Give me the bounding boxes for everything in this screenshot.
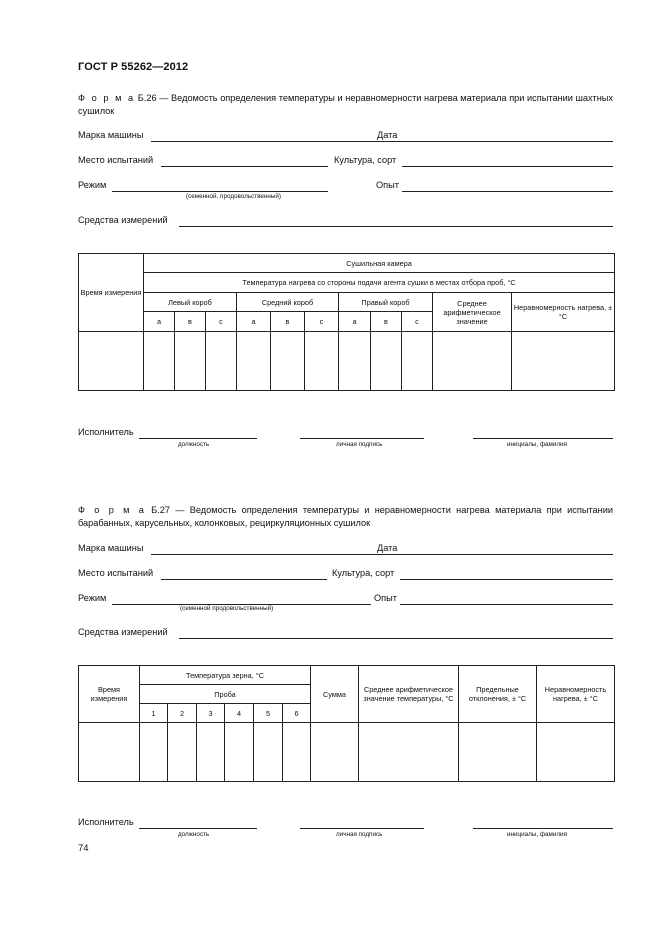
mean-header: Среднее арифметическое значение — [433, 293, 512, 332]
place-field[interactable] — [161, 579, 327, 580]
experiment-label: Опыт — [376, 180, 399, 190]
name-caption: инициалы, фамилия — [507, 441, 567, 448]
instruments-field[interactable] — [179, 638, 613, 639]
sample-number: 5 — [254, 704, 283, 723]
table-cell[interactable] — [271, 332, 305, 391]
table-cell[interactable] — [512, 332, 615, 391]
box-left-header: Левый короб — [144, 293, 237, 312]
table-cell[interactable] — [206, 332, 237, 391]
signature-field[interactable] — [300, 828, 424, 829]
table-cell[interactable] — [79, 332, 144, 391]
sub-c: с — [206, 312, 237, 332]
form-b26-row-machine — [78, 130, 613, 144]
mode-label: Режим — [78, 593, 107, 603]
form-prefix: Ф о р м а — [78, 93, 136, 103]
sample-number: 1 — [140, 704, 168, 723]
box-mid-header: Средний короб — [237, 293, 339, 312]
date-label: Дата — [377, 130, 398, 140]
executor-label: Исполнитель — [78, 427, 134, 437]
sub-a: а — [237, 312, 271, 332]
table-cell[interactable] — [197, 723, 225, 782]
table-cell[interactable] — [339, 332, 371, 391]
table-cell[interactable] — [237, 332, 271, 391]
signature-field[interactable] — [300, 438, 424, 439]
date-field[interactable] — [400, 141, 613, 142]
form-b27-signature — [78, 817, 613, 831]
instruments-field[interactable] — [179, 226, 613, 227]
place-label: Место испытаний — [78, 155, 154, 165]
sub-b: в — [371, 312, 402, 332]
table-row — [79, 332, 615, 391]
table-cell[interactable] — [371, 332, 402, 391]
nonuniformity-header: Неравномерность нагрева, ± °С — [537, 666, 615, 723]
form-b26-row-mode — [78, 180, 613, 194]
experiment-field[interactable] — [402, 191, 613, 192]
culture-label: Культура, сорт — [332, 568, 395, 578]
table-cell[interactable] — [305, 332, 339, 391]
machine-label: Марка машины — [78, 543, 144, 553]
form-b26-table — [78, 253, 615, 391]
chamber-header: Сушильная камера — [144, 254, 615, 273]
instruments-label: Средства измерений — [78, 215, 168, 225]
time-header: Время измерения — [79, 254, 144, 332]
form-b26-signature — [78, 427, 613, 441]
nonuniformity-header: Неравномерность нагрева, ± °С — [512, 293, 615, 332]
form-b26-row-place — [78, 155, 613, 169]
date-label: Дата — [377, 543, 398, 553]
mode-label: Режим — [78, 180, 107, 190]
mean-header: Среднее арифметическое значение температуры, °С — [359, 666, 459, 723]
instruments-label: Средства измерений — [78, 627, 168, 637]
form-prefix: Ф о р м а — [78, 505, 146, 515]
table-cell[interactable] — [168, 723, 197, 782]
standard-header: ГОСТ Р 55262—2012 — [78, 61, 189, 73]
table-cell[interactable] — [433, 332, 512, 391]
form-b27-row-instruments — [78, 627, 613, 641]
sub-c: с — [402, 312, 433, 332]
sub-a: а — [144, 312, 175, 332]
signature-caption: личная подпись — [336, 441, 383, 448]
position-caption: должность — [178, 441, 210, 448]
form-title-text: Б.26 — Ведомость определения температуры и неравномерности нагрева материала при испытании шахтных сушилок — [78, 93, 613, 116]
page-number: 74 — [78, 843, 89, 854]
sub-a: а — [339, 312, 371, 332]
table-cell[interactable] — [283, 723, 311, 782]
table-cell[interactable] — [254, 723, 283, 782]
form-b26-title — [78, 92, 613, 117]
form-b27-row-mode — [78, 593, 613, 607]
sum-header: Сумма — [311, 666, 359, 723]
name-field[interactable] — [473, 438, 613, 439]
culture-field[interactable] — [400, 579, 613, 580]
position-field[interactable] — [139, 438, 257, 439]
table-cell[interactable] — [175, 332, 206, 391]
table-cell[interactable] — [537, 723, 615, 782]
sample-number: 4 — [225, 704, 254, 723]
sub-b: в — [175, 312, 206, 332]
box-right-header: Правый короб — [339, 293, 433, 312]
table-cell[interactable] — [140, 723, 168, 782]
form-b27-row-machine — [78, 543, 613, 557]
mode-field[interactable] — [112, 191, 328, 192]
table-row — [79, 723, 615, 782]
machine-label: Марка машины — [78, 130, 144, 140]
table-cell[interactable] — [359, 723, 459, 782]
date-field[interactable] — [400, 554, 613, 555]
culture-field[interactable] — [402, 166, 613, 167]
temp-header: Температура нагрева со стороны подачи агента сушки в местах отбора проб, °С — [144, 273, 615, 293]
sample-number: 2 — [168, 704, 197, 723]
culture-label: Культура, сорт — [334, 155, 397, 165]
form-b27-table — [78, 665, 615, 782]
table-cell[interactable] — [144, 332, 175, 391]
form-b27-title — [78, 504, 613, 529]
table-cell[interactable] — [402, 332, 433, 391]
sample-number: 6 — [283, 704, 311, 723]
form-b27-row-place — [78, 568, 613, 582]
table-cell[interactable] — [311, 723, 359, 782]
table-cell[interactable] — [459, 723, 537, 782]
table-cell[interactable] — [225, 723, 254, 782]
mode-hint: (семенной, продовольственный) — [186, 193, 282, 200]
sub-b: в — [271, 312, 305, 332]
sample-number: 3 — [197, 704, 225, 723]
deviation-header: Предельные отклонения, ± °С — [459, 666, 537, 723]
sample-header: Проба — [140, 685, 311, 704]
table-cell[interactable] — [79, 723, 140, 782]
form-title-text: Б.27 — Ведомость определения температуры и неравномерности нагрева материала при испытании барабанных, карусельных, колонковых, рециркуляционных сушилок — [78, 505, 614, 528]
position-caption: должность — [178, 831, 210, 838]
experiment-label: Опыт — [374, 593, 397, 603]
name-field[interactable] — [473, 828, 613, 829]
grain-temp-header: Температура зерна, °С — [140, 666, 311, 685]
name-caption: инициалы, фамилия — [507, 831, 567, 838]
signature-caption: личная подпись — [336, 831, 383, 838]
place-field[interactable] — [161, 166, 328, 167]
mode-hint: (семенной продовольственный) — [180, 605, 274, 612]
executor-label: Исполнитель — [78, 817, 134, 827]
sub-c: с — [305, 312, 339, 332]
form-b26-row-instruments — [78, 215, 613, 229]
position-field[interactable] — [139, 828, 257, 829]
time-header: Время измерения — [79, 666, 140, 723]
place-label: Место испытаний — [78, 568, 154, 578]
experiment-field[interactable] — [400, 604, 613, 605]
